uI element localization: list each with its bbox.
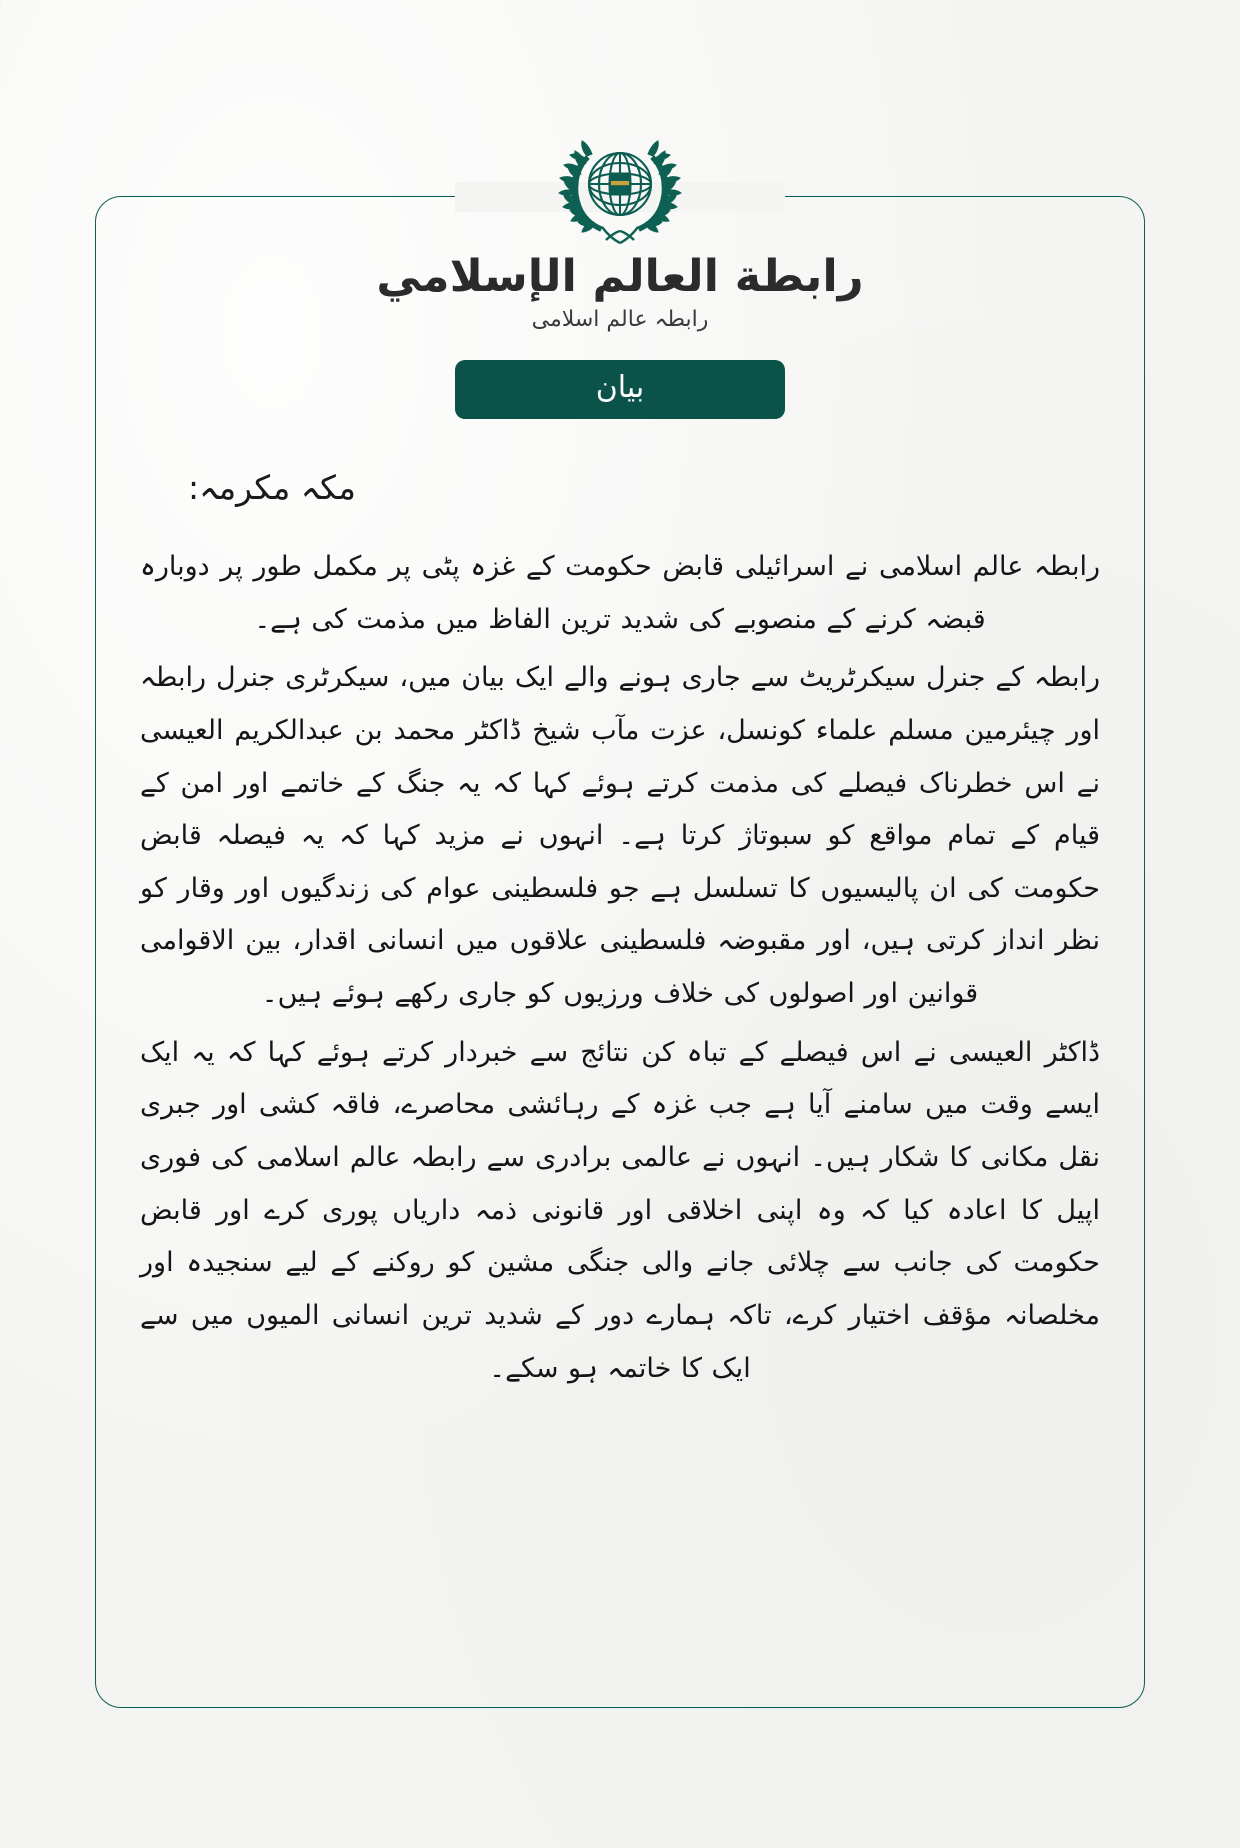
- dateline: مکہ مکرمہ:: [188, 468, 356, 507]
- statement-body: [140, 468, 1100, 1395]
- organization-name-arabic: رابطة العالم الإسلامي: [376, 251, 864, 302]
- statement-badge: بیان: [455, 360, 785, 419]
- paragraph: رابطہ کے جنرل سیکرٹریٹ سے جاری ہونے والے ایک بیان میں، سیکرٹری جنرل رابطہ اور چیئرمین مسلم علماء کونسل، عزت مآب شیخ ڈاکٹر محمد بن عبدالکریم العیسی نے اس خطرناک فیصلے کی مذمت کرتے ہوئے کہا کہ یہ جنگ کے خاتمے اور امن کے قیام کے تمام مواقع کو سبوتاژ کرتا ہے۔ انہوں نے مزید کہا کہ یہ فیصلہ قابض حکومت کی ان پالیسیوں کا تسلسل ہے جو فلسطینی عوام کی زندگیوں اور وقار کو نظر انداز کرتی ہیں، اور مقبوضہ فلسطینی علاقوں میں انسانی اقدار، بین الاقوامی قوانین اور اصولوں کی خلاف ورزیوں کو جاری رکھے ہوئے ہیں۔: [140, 662, 1100, 1010]
- statement-badge-row: [0, 360, 1240, 419]
- paragraph: ڈاکٹر العیسی نے اس فیصلے کے تباہ کن نتائج سے خبردار کرتے ہوئے کہا کہ یہ ایک ایسے وقت میں سامنے آیا ہے جب غزہ کے رہائشی محاصرے، فاقہ کشی اور جبری نقل مکانی کا شکار ہیں۔ انہوں نے عالمی برادری سے رابطہ عالم اسلامی کی فوری اپیل کا اعادہ کیا کہ وہ اپنی اخلاقی اور قانونی ذمہ داریاں پوری کرے اور قابض حکومت کی جانب سے چلائی جانے والی جنگی مشین کو روکنے کے لیے سنجیدہ اور مخلصانہ مؤقف اختیار کرے، تاکہ ہمارے دور کے شدید ترین انسانی المیوں میں سے ایک کا خاتمہ ہو سکے۔: [140, 1036, 1100, 1384]
- muslim-world-league-emblem: [550, 128, 690, 248]
- organization-name-urdu: رابطہ عالم اسلامی: [531, 306, 709, 332]
- organization-wordmark: [0, 252, 1240, 332]
- paragraph: رابطہ عالم اسلامی نے اسرائیلی قابض حکومت کے غزہ پٹی پر مکمل طور پر دوبارہ قبضہ کرنے کے منصوبے کی شدید ترین الفاظ میں مذمت کی ہے۔: [140, 551, 1100, 635]
